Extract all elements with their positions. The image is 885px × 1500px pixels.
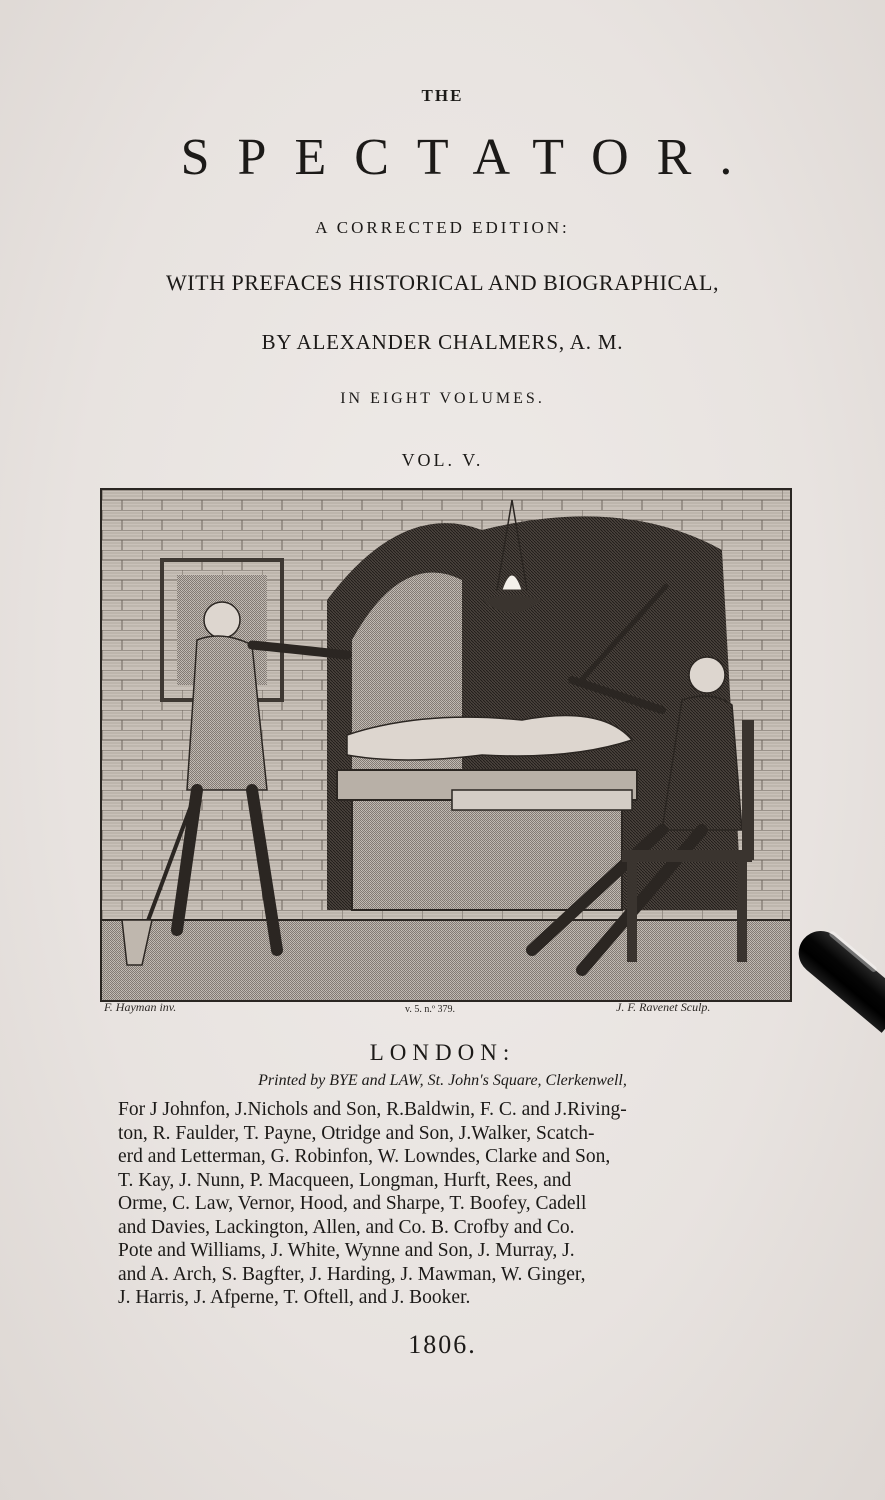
publishers-line: erd and Letterman, G. Robinfon, W. Lowndes, Clarke and Son, bbox=[118, 1146, 611, 1167]
printer-line: Printed by BYE and LAW, St. John's Square, Clerkenwell, bbox=[258, 1072, 627, 1089]
engraving-credit-designer: F. Hayman inv. bbox=[104, 1000, 177, 1014]
imprint-city: LONDON: bbox=[369, 1040, 516, 1065]
publishers-line: For J Johnfon, J.Nichols and Son, R.Baldwin, F. C. and J.Riving- bbox=[118, 1099, 627, 1120]
prefaces-line: WITH PREFACES HISTORICAL AND BIOGRAPHICAL, bbox=[166, 270, 719, 295]
publishers-line: and A. Arch, S. Bagfter, J. Harding, J. Mawman, W. Ginger, bbox=[118, 1263, 586, 1285]
publishers-line: and Davies, Lackington, Allen, and Co. B. Crofby and Co. bbox=[118, 1216, 575, 1238]
engraving-credit-engraver: J. F. Ravenet Sculp. bbox=[616, 1000, 711, 1014]
publishers-line: Pote and Williams, J. White, Wynne and Son, J. Murray, J. bbox=[118, 1240, 575, 1261]
publishers-line: ton, R. Faulder, T. Payne, Otridge and Son, J.Walker, Scatch- bbox=[118, 1122, 595, 1144]
author-byline: BY ALEXANDER CHALMERS, A. M. bbox=[261, 330, 624, 354]
publishers-line: T. Kay, J. Nunn, P. Macqueen, Longman, Hurft, Rees, and bbox=[118, 1169, 572, 1191]
volumes-line: IN EIGHT VOLUMES. bbox=[340, 390, 545, 407]
volume-number: VOL. V. bbox=[401, 450, 484, 470]
engraving-scene bbox=[102, 490, 790, 1000]
publishers-list bbox=[118, 1098, 770, 1310]
book-title: SPECTATOR. bbox=[180, 129, 761, 186]
title-article: THE bbox=[421, 86, 464, 105]
publishers-line: J. Harris, J. Afperne, T. Oftell, and J. Booker. bbox=[118, 1287, 471, 1308]
publication-year: 1806. bbox=[408, 1330, 477, 1359]
engraved-illustration bbox=[100, 488, 792, 1002]
edition-line: A CORRECTED EDITION: bbox=[315, 218, 570, 237]
engraving-reference: v. 5. n.º 379. bbox=[405, 1004, 455, 1015]
publishers-line: Orme, C. Law, Vernor, Hood, and Sharpe, T. Boofey, Cadell bbox=[118, 1193, 587, 1214]
